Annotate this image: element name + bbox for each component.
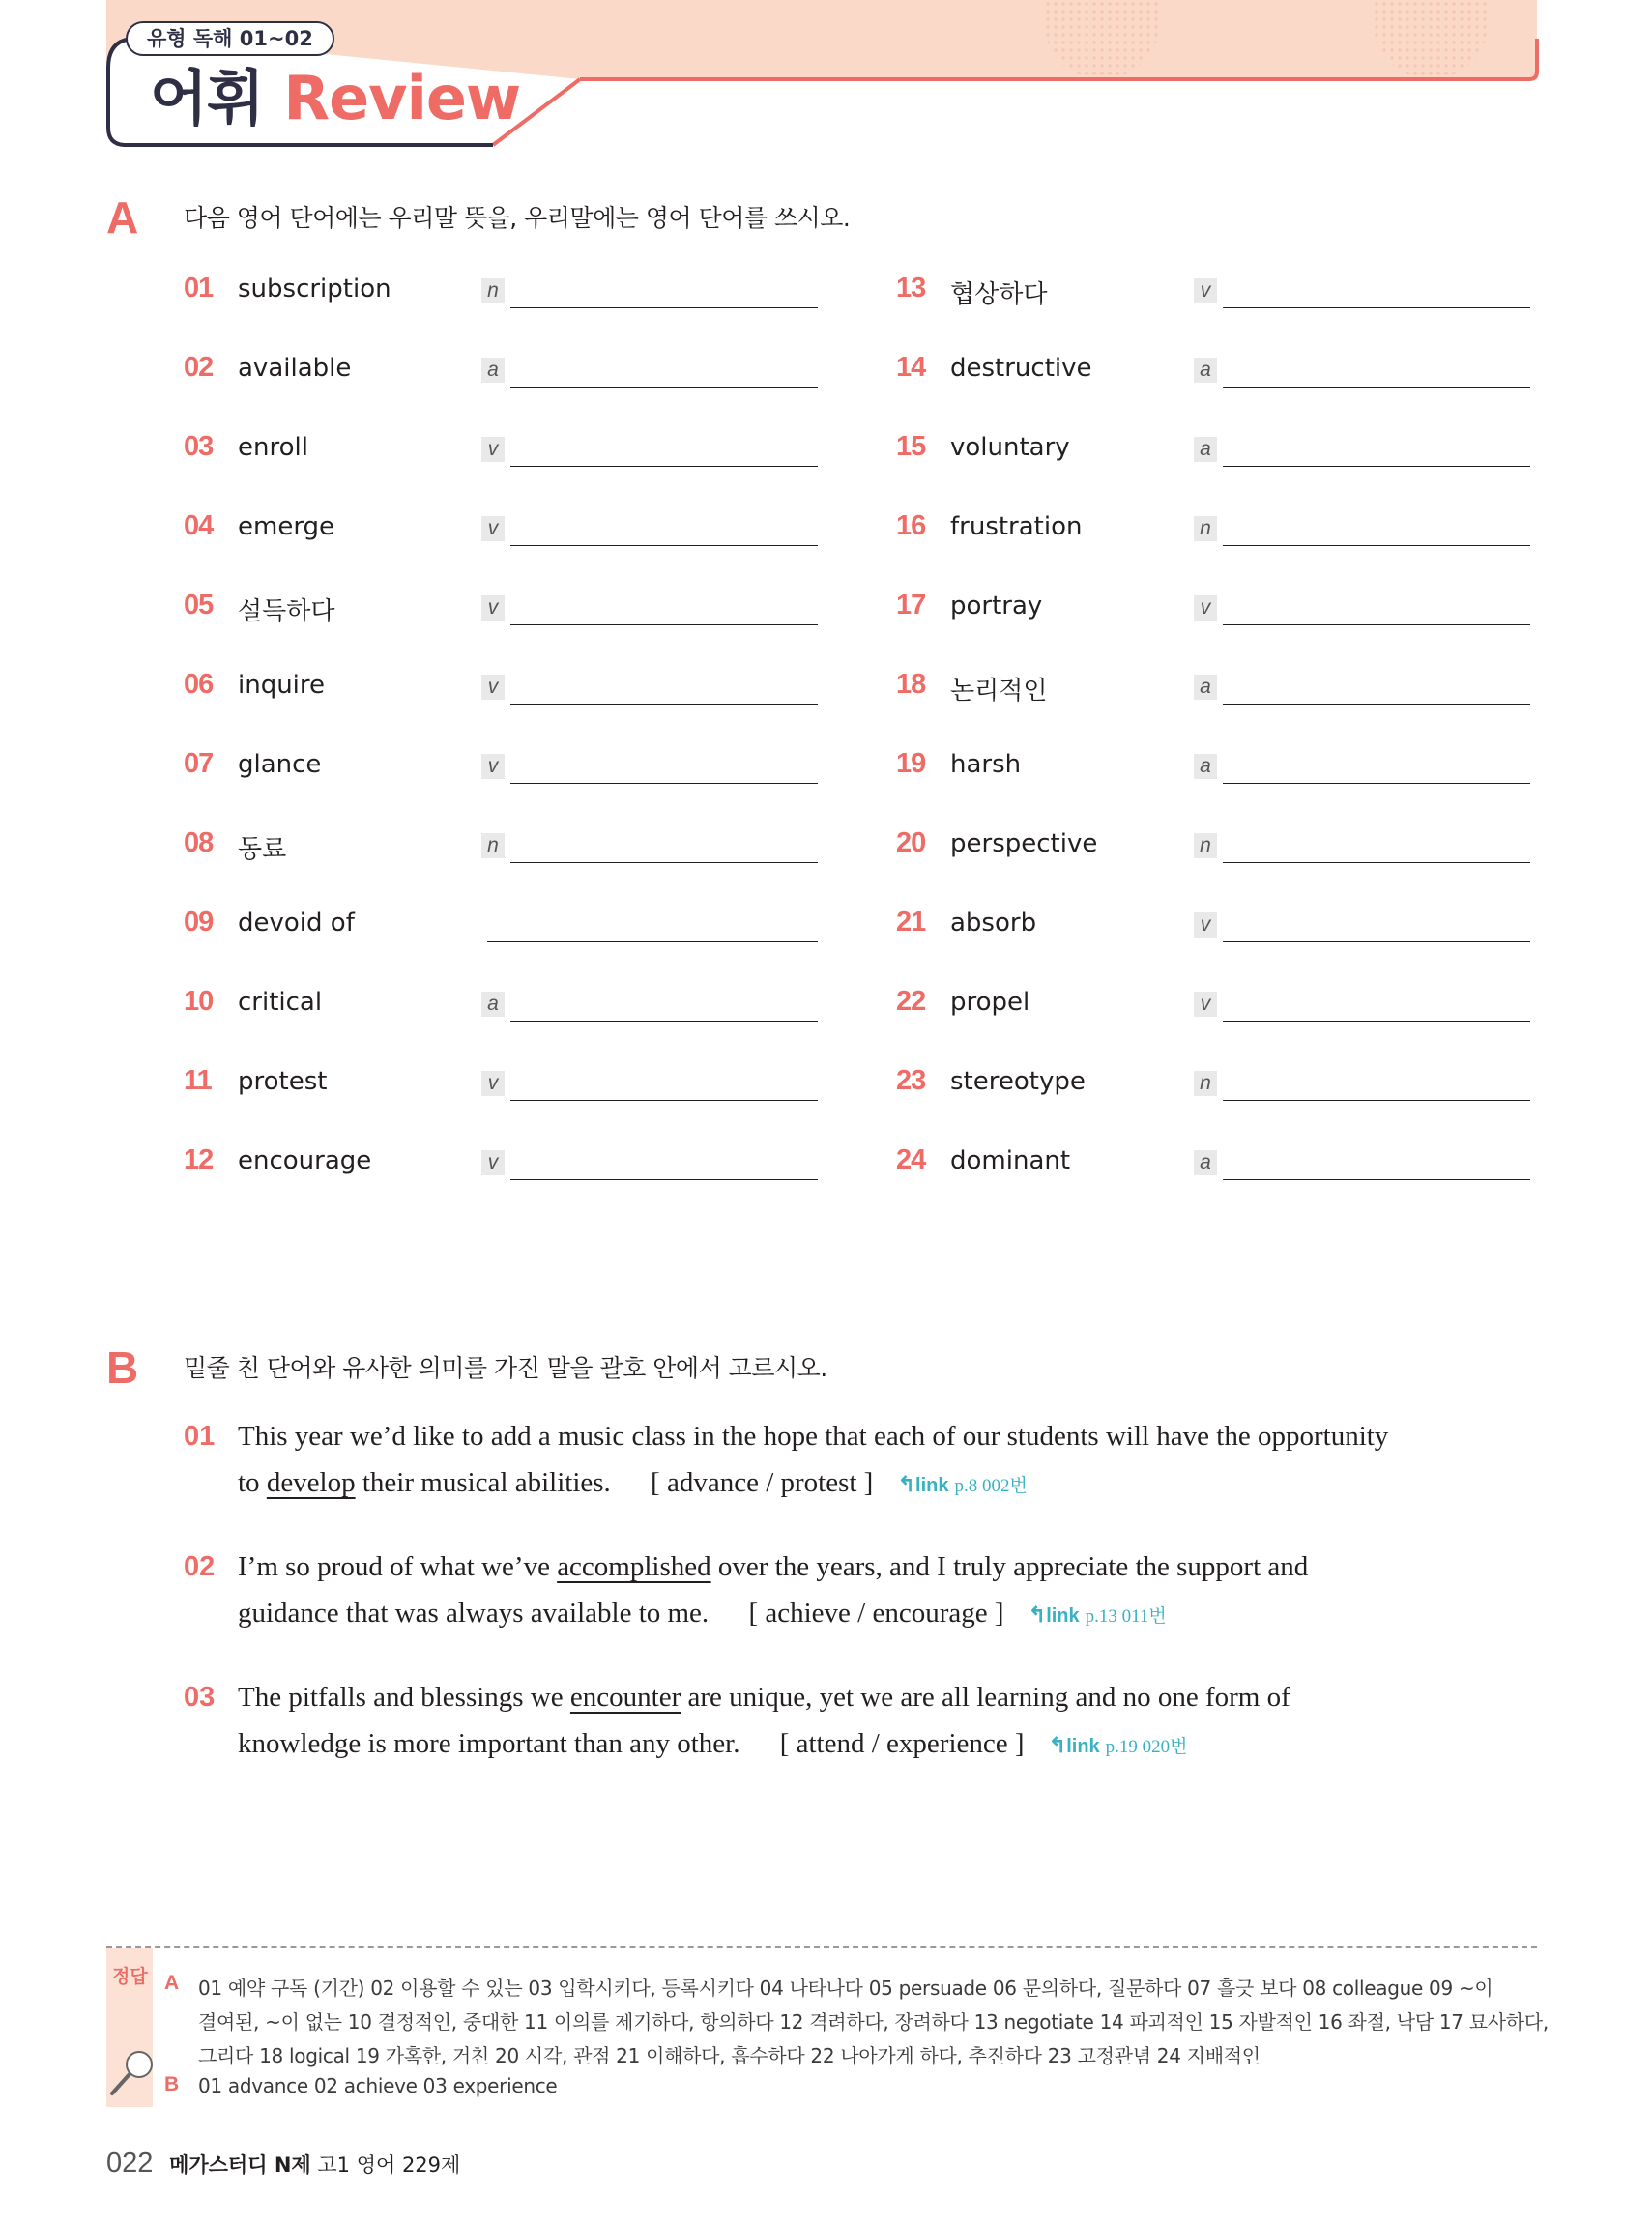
unit-label: 유형 독해 01~02	[126, 21, 334, 56]
vocab-word: perspective	[950, 829, 1098, 858]
question-text	[238, 1682, 1290, 1714]
question-text	[238, 1728, 1188, 1760]
answer-blank[interactable]	[1223, 1100, 1530, 1101]
vocab-word: glance	[238, 750, 322, 779]
part-of-speech-badge: n	[1194, 1071, 1217, 1096]
part-of-speech-badge: v	[481, 675, 505, 700]
answer-blank[interactable]	[510, 545, 818, 546]
vocab-item	[896, 748, 1573, 787]
answer-b-letter: B	[164, 2073, 180, 2095]
vocab-number: 16	[896, 510, 926, 541]
vocab-number: 20	[896, 827, 926, 858]
section-a-letter: A	[106, 192, 139, 243]
question-number: 03	[184, 1682, 216, 1713]
vocab-number: 17	[896, 590, 926, 621]
part-of-speech-badge: v	[1194, 595, 1217, 621]
page-footer	[106, 2148, 460, 2180]
answer-a-letter: A	[164, 1972, 180, 1994]
part-of-speech-badge: n	[1194, 516, 1217, 541]
answer-blank[interactable]	[510, 387, 818, 388]
vocab-item	[184, 510, 860, 549]
vocab-item	[896, 986, 1573, 1025]
answer-blank[interactable]	[510, 1021, 818, 1022]
answer-blank[interactable]	[1223, 1021, 1530, 1022]
vocab-number: 22	[896, 986, 926, 1017]
book-subtitle: 고1 영어 229제	[317, 2153, 461, 2177]
answer-choices: [ attend / experience ]	[779, 1728, 1025, 1759]
page-title	[150, 60, 520, 137]
answer-choices: [ advance / protest ]	[651, 1467, 874, 1498]
vocab-word: devoid of	[238, 909, 355, 938]
vocab-word: emerge	[238, 512, 335, 541]
text-segment: are unique, yet we are all learning and no one form of	[681, 1682, 1290, 1713]
page-title-ko: 어휘	[150, 63, 264, 133]
part-of-speech-badge: a	[481, 992, 505, 1017]
vocab-number: 19	[896, 748, 926, 779]
answer-blank[interactable]	[510, 624, 818, 625]
vocab-number: 07	[184, 748, 214, 779]
vocab-item	[184, 669, 860, 707]
link-arrow-icon: ↰	[897, 1472, 916, 1496]
vocab-number: 11	[184, 1065, 212, 1096]
part-of-speech-badge: v	[481, 1150, 505, 1175]
answer-divider	[106, 1946, 1537, 1948]
link-arrow-icon: ↰	[1028, 1602, 1047, 1627]
vocab-number: 21	[896, 907, 926, 938]
text-segment: their musical abilities.	[355, 1467, 611, 1498]
part-of-speech-badge: v	[481, 754, 505, 779]
answer-blank[interactable]	[1223, 704, 1530, 705]
part-of-speech-badge: a	[481, 358, 505, 383]
vocab-item	[184, 431, 860, 470]
answer-blank[interactable]	[1223, 941, 1530, 942]
vocab-item	[184, 352, 860, 390]
section-b-instruction: 밑줄 친 단어와 유사한 의미를 가진 말을 괄호 안에서 고르시오.	[184, 1354, 827, 1382]
answer-blank[interactable]	[510, 783, 818, 784]
vocab-word: dominant	[950, 1146, 1071, 1175]
answer-blank[interactable]	[1223, 783, 1530, 784]
answer-blank[interactable]	[1223, 624, 1530, 625]
text-segment: guidance that was always available to me.	[238, 1598, 710, 1629]
vocab-item	[896, 352, 1573, 390]
vocab-word: voluntary	[950, 433, 1070, 462]
vocab-number: 24	[896, 1144, 926, 1175]
vocab-number: 10	[184, 986, 214, 1017]
vocab-item	[896, 431, 1573, 470]
vocab-item	[184, 986, 860, 1025]
vocab-word: subscription	[238, 274, 391, 303]
vocab-word: available	[238, 354, 352, 383]
answer-blank[interactable]	[510, 466, 818, 467]
part-of-speech-badge: v	[1194, 992, 1217, 1017]
vocab-number: 09	[184, 907, 214, 938]
section-b-letter: B	[106, 1342, 139, 1393]
answer-blank[interactable]	[1223, 387, 1530, 388]
vocab-word: portray	[950, 592, 1043, 621]
magnifier-icon	[106, 2047, 157, 2105]
part-of-speech-badge: v	[1194, 912, 1217, 938]
question-number: 01	[184, 1421, 216, 1452]
vocab-number: 05	[184, 590, 214, 621]
vocab-item	[184, 590, 860, 628]
vocab-number: 02	[184, 352, 214, 383]
answer-blank[interactable]	[1223, 307, 1530, 308]
text-segment: to	[238, 1467, 267, 1498]
vocab-item	[896, 669, 1573, 707]
vocab-item	[184, 827, 860, 866]
part-of-speech-badge: a	[1194, 1150, 1217, 1175]
question-number: 02	[184, 1551, 216, 1582]
part-of-speech-badge: a	[1194, 437, 1217, 462]
answer-a-line: 그리다 18 logical 19 가혹한, 거친 20 시각, 관점 21 이해하다, 흡수하다 22 나아가게 하다, 추진하다 23 고정관념 24 지배적인	[198, 2044, 1261, 2067]
vocab-item	[184, 1065, 860, 1104]
link-reference: p.19 020번	[1105, 1737, 1188, 1757]
part-of-speech-badge: a	[1194, 675, 1217, 700]
link-arrow-icon: ↰	[1048, 1733, 1067, 1757]
part-of-speech-badge: v	[481, 595, 505, 621]
answer-b-line: 01 advance 02 achieve 03 experience	[198, 2074, 558, 2097]
vocab-word: 설득하다	[238, 597, 335, 626]
vocab-number: 23	[896, 1065, 926, 1096]
part-of-speech-badge: v	[1194, 278, 1217, 303]
answer-blank[interactable]	[1223, 1179, 1530, 1180]
vocab-word: 협상하다	[950, 280, 1048, 309]
vocab-item	[896, 510, 1573, 549]
answer-blank[interactable]	[1223, 862, 1530, 863]
vocab-number: 08	[184, 827, 214, 858]
vocab-word: 동료	[238, 835, 287, 864]
part-of-speech-badge: n	[481, 833, 505, 858]
vocab-number: 18	[896, 669, 926, 700]
vocab-number: 14	[896, 352, 926, 383]
vocab-item	[896, 1144, 1573, 1183]
section-a-instruction: 다음 영어 단어에는 우리말 뜻을, 우리말에는 영어 단어를 쓰시오.	[184, 204, 851, 232]
text-segment: knowledge is more important than any other.	[238, 1728, 740, 1759]
vocab-number: 06	[184, 669, 214, 700]
question-text	[238, 1551, 1308, 1583]
vocab-item	[896, 590, 1573, 628]
book-title: 메가스터디 N제	[169, 2153, 311, 2177]
answer-blank[interactable]	[510, 862, 818, 863]
question-text	[238, 1598, 1167, 1630]
answer-blank[interactable]	[487, 941, 818, 942]
vocab-word: propel	[950, 988, 1030, 1017]
answer-blank[interactable]	[510, 1179, 818, 1180]
vocab-item	[184, 273, 860, 311]
vocab-word: harsh	[950, 750, 1022, 779]
vocab-word: inquire	[238, 671, 326, 700]
underlined-word: encounter	[569, 1682, 681, 1713]
part-of-speech-badge: a	[1194, 358, 1217, 383]
vocab-word: protest	[238, 1067, 328, 1096]
reference-link[interactable]	[1028, 1602, 1167, 1627]
text-segment: I’m so proud of what we’ve	[238, 1551, 558, 1582]
link-reference: p.8 002번	[954, 1476, 1028, 1496]
answer-a-line: 01 예약 구독 (기간) 02 이용할 수 있는 03 입학시키다, 등록시키다 04 나타나다 05 persuade 06 문의하다, 질문하다 07 흘긋 보다 08 colleague 09 ~이	[198, 1977, 1493, 2000]
answer-blank[interactable]	[1223, 545, 1530, 546]
vocab-number: 04	[184, 510, 214, 541]
page-title-en: Review	[283, 63, 521, 133]
reference-link[interactable]	[897, 1472, 1028, 1496]
vocab-word: stereotype	[950, 1067, 1086, 1096]
vocab-item	[896, 907, 1573, 945]
question-text: This year we’d like to add a music class in the hope that each of our students will have the opportunity	[238, 1421, 1389, 1452]
reference-link[interactable]	[1048, 1733, 1188, 1757]
vocab-number: 03	[184, 431, 214, 462]
vocab-word: enroll	[238, 433, 308, 462]
vocab-word: 논리적인	[950, 677, 1048, 706]
vocab-item	[896, 1065, 1573, 1104]
vocab-word: frustration	[950, 512, 1083, 541]
part-of-speech-badge: n	[1194, 833, 1217, 858]
vocab-item	[184, 1144, 860, 1183]
vocab-number: 01	[184, 273, 214, 303]
answer-a-line: 결여된, ~이 없는 10 결정적인, 중대한 11 이의를 제기하다, 항의하다 12 격려하다, 장려하다 13 negotiate 14 파괴적인 15 자발적인 16 좌절, 낙담 17 묘사하다,	[198, 2010, 1549, 2034]
vocab-number: 15	[896, 431, 926, 462]
link-label: link	[1066, 1736, 1100, 1757]
page-number: 022	[106, 2148, 154, 2179]
vocab-item	[184, 748, 860, 787]
part-of-speech-badge: n	[481, 278, 505, 303]
underlined-word: accomplished	[557, 1551, 711, 1582]
answer-blank[interactable]	[1223, 466, 1530, 467]
link-label: link	[915, 1475, 949, 1496]
vocab-item	[896, 273, 1573, 311]
answer-tag: 정답	[112, 1966, 148, 1987]
link-label: link	[1046, 1605, 1080, 1627]
text-segment: The pitfalls and blessings we	[238, 1682, 570, 1713]
text-segment: over the years, and I truly appreciate the support and	[710, 1551, 1309, 1582]
answer-blank[interactable]	[510, 307, 818, 308]
vocab-word: destructive	[950, 354, 1092, 383]
link-reference: p.13 011번	[1085, 1606, 1167, 1627]
vocab-word: critical	[238, 988, 323, 1017]
part-of-speech-badge: v	[481, 1071, 505, 1096]
vocab-number: 12	[184, 1144, 214, 1175]
vocab-number: 13	[896, 273, 926, 303]
answer-blank[interactable]	[510, 704, 818, 705]
vocab-item	[896, 827, 1573, 866]
part-of-speech-badge: a	[1194, 754, 1217, 779]
part-of-speech-badge: v	[481, 516, 505, 541]
vocab-word: encourage	[238, 1146, 372, 1175]
underlined-word: develop	[266, 1467, 356, 1498]
vocab-item	[184, 907, 860, 945]
vocab-word: absorb	[950, 909, 1037, 938]
answer-choices: [ achieve / encourage ]	[748, 1598, 1004, 1629]
part-of-speech-badge: v	[481, 437, 505, 462]
answer-blank[interactable]	[510, 1100, 818, 1101]
question-text	[238, 1467, 1028, 1499]
